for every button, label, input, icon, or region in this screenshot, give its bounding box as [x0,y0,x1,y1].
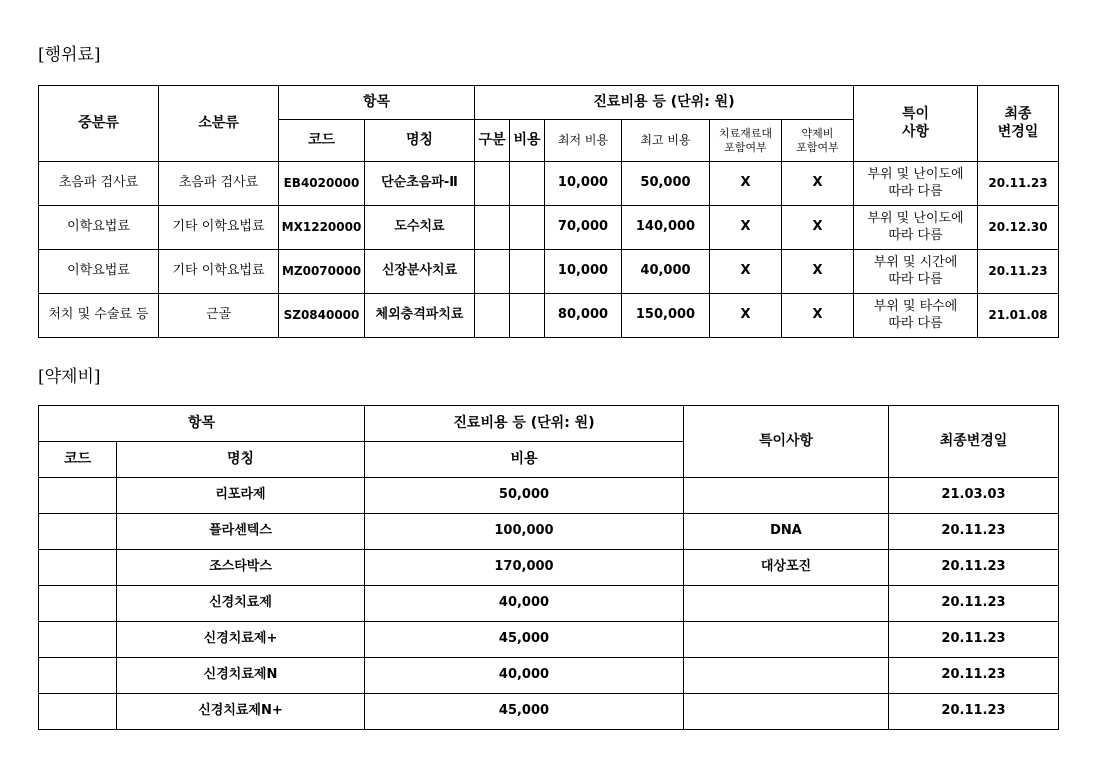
cell-cost: 40,000 [365,586,684,622]
header-min-cost: 최저 비용 [545,120,622,162]
header-material-line1: 치료재료대 [718,126,773,140]
cell-changed: 20.11.23 [889,514,1059,550]
table-row [39,162,1059,206]
section-title-drug-fees: [약제비] [38,367,101,387]
header-code: 코드 [279,120,365,162]
header-drug-line1: 약제비 [801,126,834,140]
cell-major: 초음파 검사료 [39,162,159,206]
cell-material: X [710,206,782,250]
header-note-line1: 특이 [901,106,930,122]
cell-note: 대상포진 [684,550,889,586]
cell-code [39,550,117,586]
cell-max: 150,000 [622,294,710,338]
cell-cost [510,294,545,338]
cell-name: 리포라제 [117,478,365,514]
cell-code [39,586,117,622]
cell-drug: X [782,162,854,206]
cell-minor: 기타 이학요법료 [159,206,279,250]
cell-drug: X [782,294,854,338]
section-title-procedure-fees: [행위료] [38,45,101,65]
header-row-1 [39,86,1059,120]
cell-name: 조스타박스 [117,550,365,586]
cell-cost: 100,000 [365,514,684,550]
cell-name: 플라센텍스 [117,514,365,550]
table-row [39,514,1059,550]
header-material [710,120,782,162]
cell-name: 단순초음파-Ⅱ [365,162,475,206]
cell-note [854,206,978,250]
cell-changed: 20.11.23 [889,586,1059,622]
cell-cost [510,250,545,294]
header-drug-line2: 포함여부 [796,140,839,154]
cell-name: 도수치료 [365,206,475,250]
cell-major: 이학요법료 [39,250,159,294]
header-item: 항목 [279,86,475,120]
cell-minor: 근골 [159,294,279,338]
cell-code [39,658,117,694]
cell-category [475,206,510,250]
cell-code: EB4020000 [279,162,365,206]
cell-note-line1: 부위 및 난이도에 [867,167,964,183]
cell-code: MX1220000 [279,206,365,250]
cell-major: 처치 및 수술료 등 [39,294,159,338]
cell-cost [510,162,545,206]
cell-minor: 기타 이학요법료 [159,250,279,294]
cell-category [475,294,510,338]
header-changed-line1: 최종 [1004,106,1032,122]
cell-changed: 20.11.23 [889,550,1059,586]
cell-changed: 21.01.08 [978,294,1059,338]
cell-min: 10,000 [545,162,622,206]
header-category: 구분 [475,120,510,162]
cell-code: MZ0070000 [279,250,365,294]
cell-note [854,162,978,206]
header-name: 명칭 [117,442,365,478]
cell-cost [510,206,545,250]
header-name: 명칭 [365,120,475,162]
cell-drug: X [782,250,854,294]
cell-category [475,162,510,206]
header-material-line2: 포함여부 [724,140,767,154]
cell-note-line2: 따라 다름 [888,271,943,287]
cell-changed: 20.11.23 [978,162,1059,206]
table-row [39,206,1059,250]
table-row [39,250,1059,294]
cell-code [39,694,117,730]
cell-note-line1: 부위 및 난이도에 [867,211,964,227]
cell-name: 신장분사치료 [365,250,475,294]
cell-max: 50,000 [622,162,710,206]
header-drug [782,120,854,162]
cell-changed: 20.11.23 [889,658,1059,694]
header-cost-group: 진료비용 등 (단위: 원) [365,406,684,442]
drug-fees-table [38,405,1059,730]
header-changed-line2: 변경일 [997,123,1039,140]
table-row [39,622,1059,658]
cell-note [684,694,889,730]
cell-min: 70,000 [545,206,622,250]
cell-note-line2: 따라 다름 [888,183,943,199]
cell-material: X [710,250,782,294]
cell-note-line1: 부위 및 타수에 [873,299,958,315]
cell-changed: 20.11.23 [889,622,1059,658]
table-row [39,550,1059,586]
table-row [39,694,1059,730]
cell-name: 신경치료제 [117,586,365,622]
cell-max: 40,000 [622,250,710,294]
cell-note-line2: 따라 다름 [888,227,943,243]
cell-min: 80,000 [545,294,622,338]
cell-min: 10,000 [545,250,622,294]
cell-name: 신경치료제N [117,658,365,694]
cell-cost: 45,000 [365,694,684,730]
header-major: 중분류 [39,86,159,162]
procedure-fees-table [38,85,1059,338]
table-row [39,586,1059,622]
cell-note [684,622,889,658]
cell-code [39,622,117,658]
cell-max: 140,000 [622,206,710,250]
header-cost: 비용 [365,442,684,478]
header-max-cost: 최고 비용 [622,120,710,162]
table-row [39,294,1059,338]
header-minor: 소분류 [159,86,279,162]
header-row-1 [39,406,1059,442]
cell-material: X [710,294,782,338]
cell-drug: X [782,206,854,250]
header-note: 특이사항 [684,406,889,478]
cell-changed: 20.11.23 [889,694,1059,730]
cell-note-line2: 따라 다름 [888,315,943,331]
cell-changed: 20.11.23 [978,250,1059,294]
header-changed [978,86,1059,162]
cell-changed: 20.12.30 [978,206,1059,250]
header-note [854,86,978,162]
cell-note: DNA [684,514,889,550]
header-cost: 비용 [510,120,545,162]
cell-material: X [710,162,782,206]
cell-minor: 초음파 검사료 [159,162,279,206]
cell-cost: 50,000 [365,478,684,514]
cell-note [854,294,978,338]
cell-major: 이학요법료 [39,206,159,250]
table-row [39,658,1059,694]
header-code: 코드 [39,442,117,478]
cell-code: SZ0840000 [279,294,365,338]
cell-code [39,478,117,514]
cell-note [854,250,978,294]
cell-cost: 40,000 [365,658,684,694]
cell-name: 체외충격파치료 [365,294,475,338]
cell-name: 신경치료제N+ [117,694,365,730]
cell-changed: 21.03.03 [889,478,1059,514]
cell-note [684,586,889,622]
cell-name: 신경치료제+ [117,622,365,658]
header-note-line2: 사항 [901,123,930,140]
cell-note [684,478,889,514]
cell-cost: 170,000 [365,550,684,586]
cell-note-line1: 부위 및 시간에 [873,255,958,271]
header-cost-group: 진료비용 등 (단위: 원) [475,86,854,120]
table-row [39,478,1059,514]
cell-note [684,658,889,694]
header-changed: 최종변경일 [889,406,1059,478]
cell-code [39,514,117,550]
cell-category [475,250,510,294]
header-item: 항목 [39,406,365,442]
cell-cost: 45,000 [365,622,684,658]
